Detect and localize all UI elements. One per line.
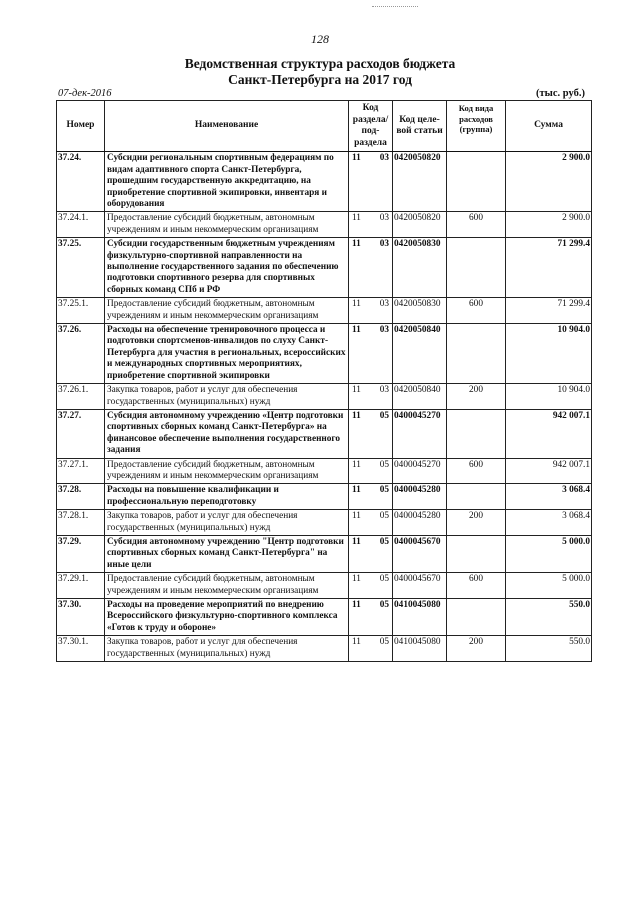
row-subsection: 05 bbox=[371, 409, 393, 458]
header-vid: Код вида расходов (группа) bbox=[447, 101, 506, 152]
row-name: Закупка товаров, работ и услуг для обеспечения государственных (муниципальных) нужд bbox=[105, 636, 349, 662]
row-expense-type: 600 bbox=[447, 212, 506, 238]
row-number: 37.30.1. bbox=[57, 636, 105, 662]
row-section: 11 bbox=[349, 298, 371, 324]
row-expense-type bbox=[447, 409, 506, 458]
table-body bbox=[57, 152, 592, 662]
row-section: 11 bbox=[349, 152, 371, 212]
row-article: 0400045670 bbox=[393, 573, 447, 599]
title-line-2: Санкт-Петербурга на 2017 год bbox=[228, 72, 412, 87]
table-row bbox=[57, 458, 592, 484]
row-sum: 2 900.0 bbox=[506, 212, 592, 238]
row-number: 37.24. bbox=[57, 152, 105, 212]
row-section: 11 bbox=[349, 636, 371, 662]
table-row bbox=[57, 384, 592, 410]
row-number: 37.30. bbox=[57, 599, 105, 636]
row-sum: 71 299.4 bbox=[506, 238, 592, 298]
row-article: 0400045270 bbox=[393, 458, 447, 484]
row-subsection: 05 bbox=[371, 636, 393, 662]
row-subsection: 03 bbox=[371, 152, 393, 212]
row-sum: 550.0 bbox=[506, 636, 592, 662]
title-line-1: Ведомственная структура расходов бюджета bbox=[184, 56, 456, 71]
row-name: Субсидии региональным спортивным федерациям по видам адаптивного спорта Санкт-Петербурга, прошедшим государственную аккредитацию, на приобретение спортивной экипировки, инвентаря и оборудования bbox=[105, 152, 349, 212]
row-expense-type bbox=[447, 484, 506, 510]
row-article: 0420050820 bbox=[393, 212, 447, 238]
row-sum: 5 000.0 bbox=[506, 573, 592, 599]
row-expense-type bbox=[447, 535, 506, 572]
header-name: Наименование bbox=[105, 101, 349, 152]
header-article: Код целе-вой статьи bbox=[393, 101, 447, 152]
document-title bbox=[0, 56, 640, 88]
units-label: (тыс. руб.) bbox=[536, 88, 585, 99]
row-article: 0400045670 bbox=[393, 535, 447, 572]
page-number: 128 bbox=[311, 32, 329, 46]
row-name: Субсидия автономному учреждению «Центр подготовки спортивных сборных команд Санкт-Петербурга» на финансовое обеспечение выполнения государственного задания bbox=[105, 409, 349, 458]
row-expense-type bbox=[447, 324, 506, 384]
row-number: 37.28.1. bbox=[57, 510, 105, 536]
table-row bbox=[57, 152, 592, 212]
row-article: 0400045280 bbox=[393, 510, 447, 536]
row-name: Закупка товаров, работ и услуг для обеспечения государственных (муниципальных) нужд bbox=[105, 384, 349, 410]
row-subsection: 05 bbox=[371, 510, 393, 536]
row-number: 37.29. bbox=[57, 535, 105, 572]
row-section: 11 bbox=[349, 212, 371, 238]
row-name: Расходы на проведение мероприятий по внедрению Всероссийского физкультурно-спортивного комплекса «Готов к труду и обороне» bbox=[105, 599, 349, 636]
header-sum: Сумма bbox=[506, 101, 592, 152]
budget-table bbox=[56, 100, 592, 662]
table-row bbox=[57, 573, 592, 599]
table-row bbox=[57, 636, 592, 662]
table-row bbox=[57, 409, 592, 458]
row-sum: 10 904.0 bbox=[506, 384, 592, 410]
row-subsection: 03 bbox=[371, 298, 393, 324]
row-section: 11 bbox=[349, 458, 371, 484]
row-article: 0410045080 bbox=[393, 636, 447, 662]
row-sum: 942 007.1 bbox=[506, 458, 592, 484]
row-subsection: 03 bbox=[371, 384, 393, 410]
table-row bbox=[57, 599, 592, 636]
row-number: 37.26.1. bbox=[57, 384, 105, 410]
row-number: 37.29.1. bbox=[57, 573, 105, 599]
row-name: Предоставление субсидий бюджетным, автономным учреждениям и иным некоммерческим организациям bbox=[105, 212, 349, 238]
header-section: Код раздела/ под-раздела bbox=[349, 101, 393, 152]
row-expense-type: 200 bbox=[447, 384, 506, 410]
row-article: 0420050830 bbox=[393, 298, 447, 324]
row-expense-type bbox=[447, 152, 506, 212]
table-row bbox=[57, 510, 592, 536]
row-sum: 942 007.1 bbox=[506, 409, 592, 458]
row-article: 0420050830 bbox=[393, 238, 447, 298]
row-subsection: 05 bbox=[371, 573, 393, 599]
row-number: 37.28. bbox=[57, 484, 105, 510]
row-expense-type bbox=[447, 238, 506, 298]
row-sum: 3 068.4 bbox=[506, 510, 592, 536]
row-section: 11 bbox=[349, 599, 371, 636]
row-article: 0410045080 bbox=[393, 599, 447, 636]
row-subsection: 03 bbox=[371, 324, 393, 384]
row-number: 37.25.1. bbox=[57, 298, 105, 324]
row-sum: 550.0 bbox=[506, 599, 592, 636]
row-subsection: 05 bbox=[371, 484, 393, 510]
row-article: 0420050840 bbox=[393, 324, 447, 384]
row-name: Предоставление субсидий бюджетным, автономным учреждениям и иным некоммерческим организациям bbox=[105, 573, 349, 599]
row-number: 37.27. bbox=[57, 409, 105, 458]
row-expense-type: 200 bbox=[447, 636, 506, 662]
row-subsection: 03 bbox=[371, 238, 393, 298]
row-expense-type: 200 bbox=[447, 510, 506, 536]
row-name: Субсидия автономному учреждению "Центр подготовки спортивных сборных команд Санкт-Петербурга" на иные цели bbox=[105, 535, 349, 572]
row-expense-type: 600 bbox=[447, 573, 506, 599]
row-section: 11 bbox=[349, 573, 371, 599]
table-header-row bbox=[57, 101, 592, 152]
table-row bbox=[57, 535, 592, 572]
row-name: Предоставление субсидий бюджетным, автономным учреждениям и иным некоммерческим организациям bbox=[105, 298, 349, 324]
row-section: 11 bbox=[349, 409, 371, 458]
row-number: 37.26. bbox=[57, 324, 105, 384]
row-expense-type: 600 bbox=[447, 458, 506, 484]
row-name: Субсидии государственным бюджетным учреждениям физкультурно-спортивной направленности на выполнение государственного задания по обеспечению подготовки спортивного резерва для спортивных сборных команд СПб и РФ bbox=[105, 238, 349, 298]
row-subsection: 05 bbox=[371, 535, 393, 572]
row-section: 11 bbox=[349, 484, 371, 510]
row-article: 0420050820 bbox=[393, 152, 447, 212]
row-section: 11 bbox=[349, 238, 371, 298]
row-name: Расходы на обеспечение тренировочного процесса и подготовки спортсменов-инвалидов по слуху Санкт-Петербурга для участия в региональных, всероссийских и международных спортивных мероприятиях, приобретение спортивной экипировки bbox=[105, 324, 349, 384]
row-sum: 3 068.4 bbox=[506, 484, 592, 510]
table-row bbox=[57, 324, 592, 384]
row-sum: 5 000.0 bbox=[506, 535, 592, 572]
row-number: 37.25. bbox=[57, 238, 105, 298]
row-number: 37.24.1. bbox=[57, 212, 105, 238]
row-article: 0400045280 bbox=[393, 484, 447, 510]
scan-artifact bbox=[372, 6, 418, 8]
table-row bbox=[57, 238, 592, 298]
row-section: 11 bbox=[349, 535, 371, 572]
row-name: Предоставление субсидий бюджетным, автономным учреждениям и иным некоммерческим организациям bbox=[105, 458, 349, 484]
row-expense-type: 600 bbox=[447, 298, 506, 324]
row-sum: 71 299.4 bbox=[506, 298, 592, 324]
document-date: 07-дек-2016 bbox=[58, 88, 112, 99]
table-row bbox=[57, 212, 592, 238]
header-number: Номер bbox=[57, 101, 105, 152]
table-row bbox=[57, 298, 592, 324]
row-subsection: 05 bbox=[371, 599, 393, 636]
row-name: Закупка товаров, работ и услуг для обеспечения государственных (муниципальных) нужд bbox=[105, 510, 349, 536]
row-subsection: 05 bbox=[371, 458, 393, 484]
row-section: 11 bbox=[349, 384, 371, 410]
row-section: 11 bbox=[349, 510, 371, 536]
table-row bbox=[57, 484, 592, 510]
row-subsection: 03 bbox=[371, 212, 393, 238]
row-article: 0400045270 bbox=[393, 409, 447, 458]
row-article: 0420050840 bbox=[393, 384, 447, 410]
row-number: 37.27.1. bbox=[57, 458, 105, 484]
row-section: 11 bbox=[349, 324, 371, 384]
row-expense-type bbox=[447, 599, 506, 636]
row-sum: 10 904.0 bbox=[506, 324, 592, 384]
row-name: Расходы на повышение квалификации и профессиональную переподготовку bbox=[105, 484, 349, 510]
row-sum: 2 900.0 bbox=[506, 152, 592, 212]
